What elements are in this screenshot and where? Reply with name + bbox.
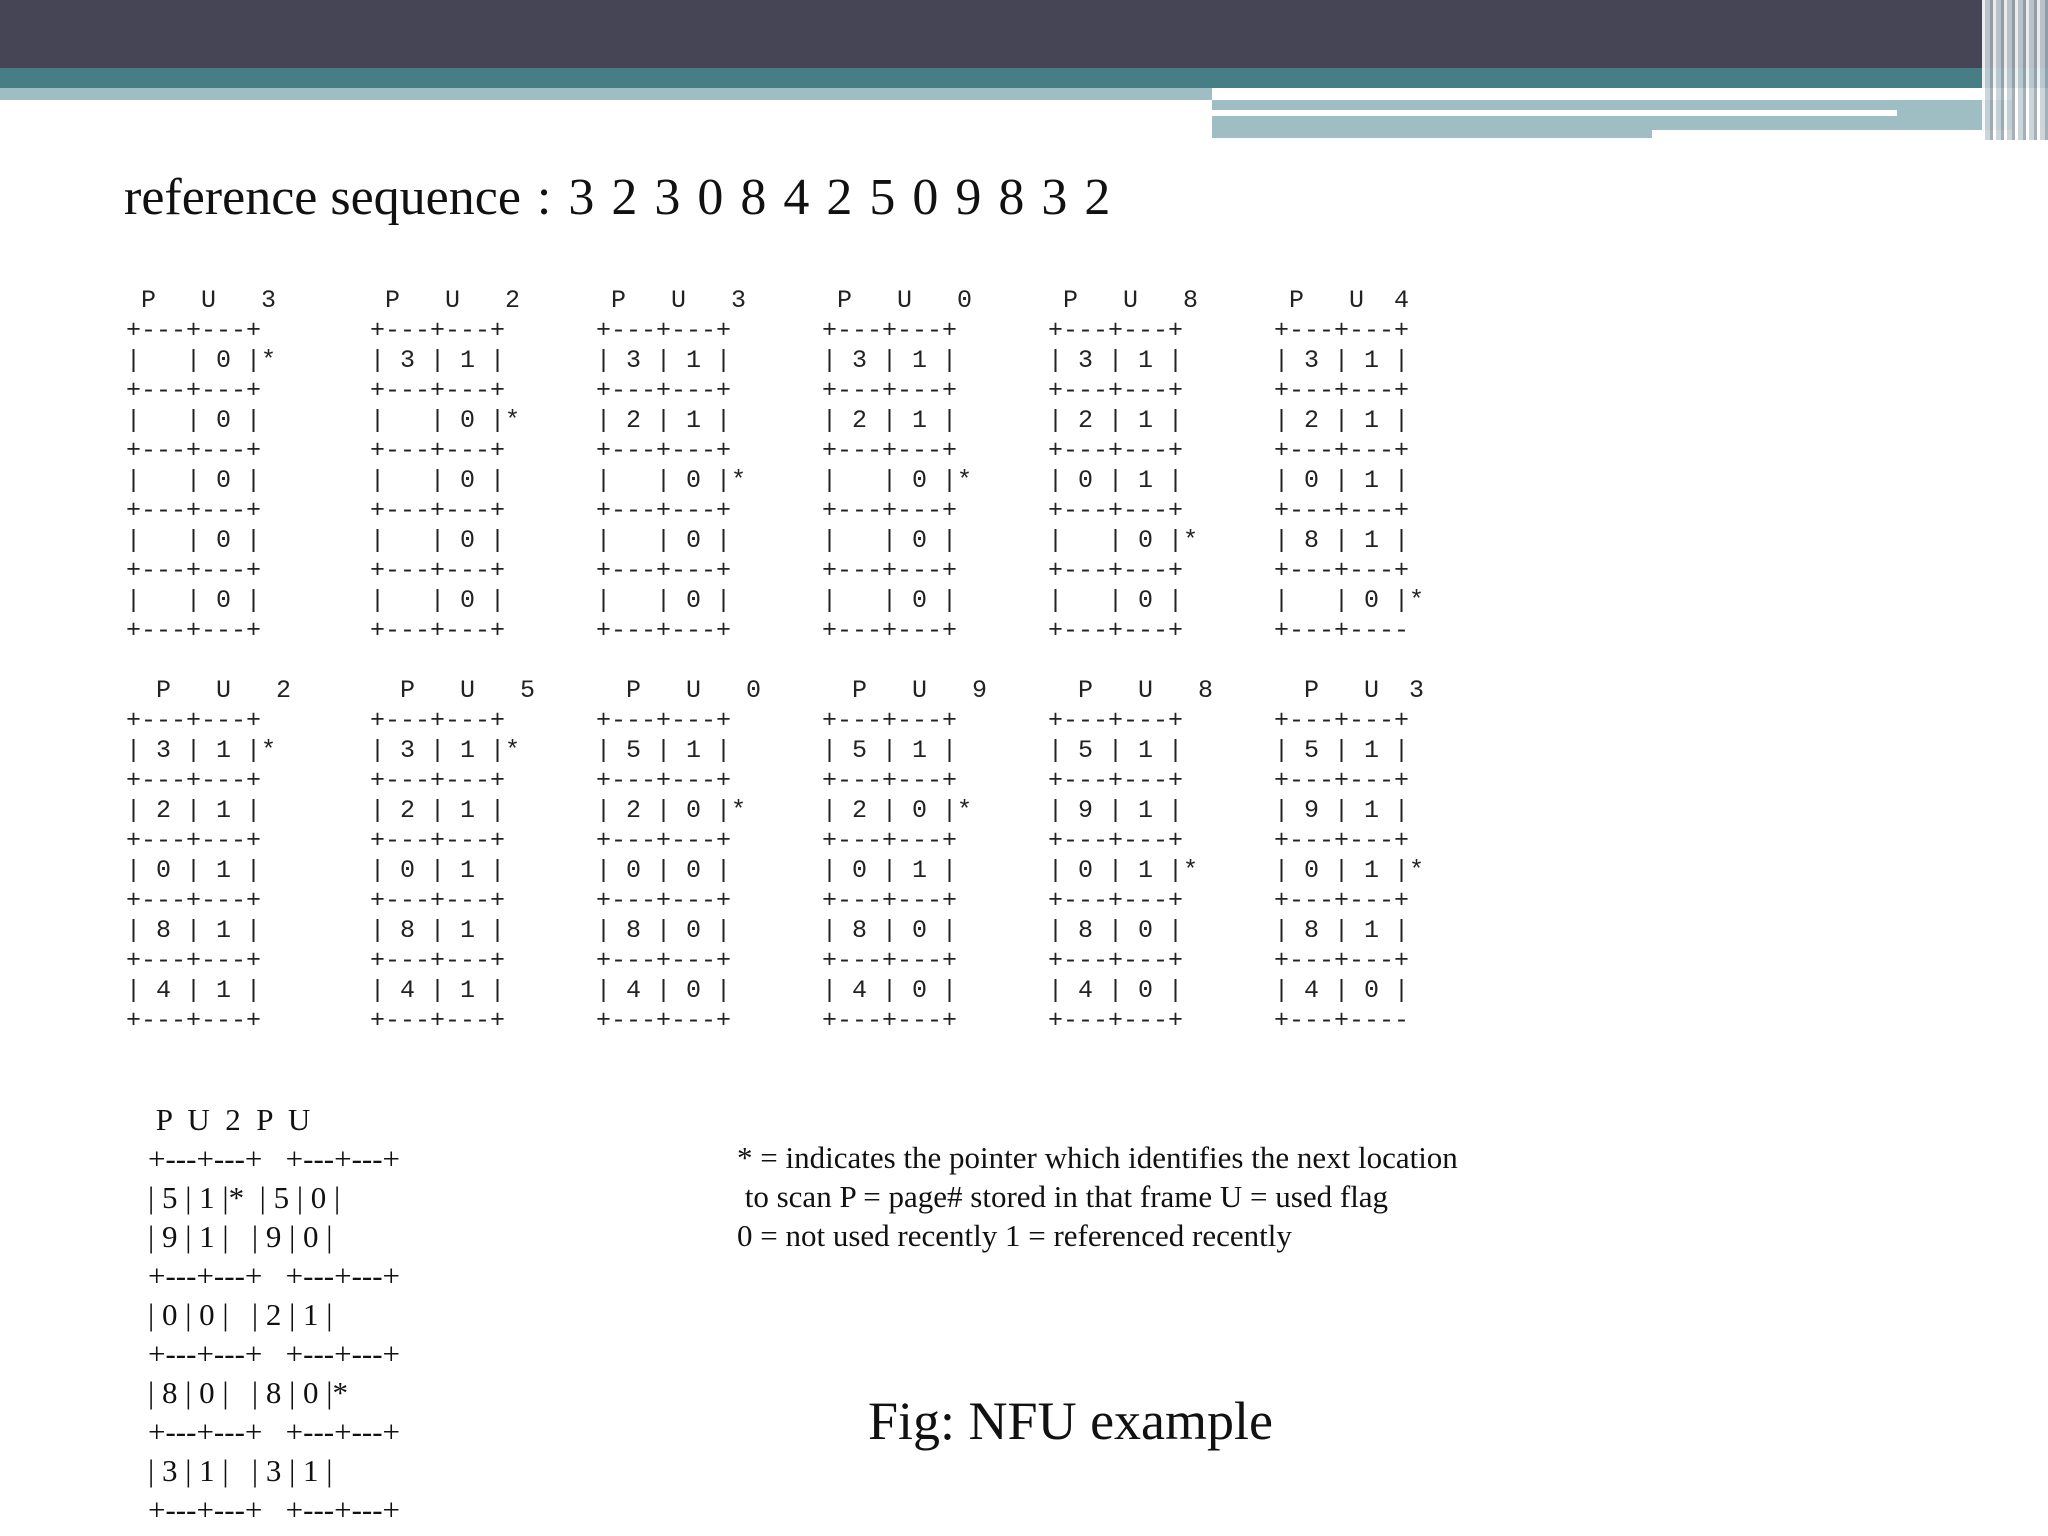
header-band-dark: [0, 0, 2048, 68]
header-stripes: [1982, 0, 2048, 140]
frame-table: P U 0 +---+---+ | 5 | 1 | +---+---+ | 2 | 0 |* +---+---+ | 0 | 0 | +---+---+ | 8 | 0 | +---+---+ | 4 | 0 | +---+---+: [596, 676, 762, 1035]
figure-caption: Fig: NFU example: [868, 1391, 1273, 1451]
frame-table: P U 4 +---+---+ | 3 | 1 | +---+---+ | 2 | 1 | +---+---+ | 0 | 1 | +---+---+ | 8 | 1 | +---+---+ | | 0 |* +---+----: [1274, 286, 1425, 645]
reference-sequence-label: reference sequence: [124, 169, 521, 226]
legend-text: * = indicates the pointer which identifies the next location to scan P = page# stored in that frame U = used flag 0 = not used recently 1 = referenced recently: [737, 1140, 1458, 1253]
reference-sequence: [124, 168, 1112, 227]
frame-table: P U 2 +---+---+ | 3 | 1 | +---+---+ | | 0 |* +---+---+ | | 0 | +---+---+ | | 0 | +---+---+ | | 0 | +---+---+: [370, 286, 521, 645]
frame-table: P U 3 +---+---+ | 3 | 1 | +---+---+ | 2 | 1 | +---+---+ | | 0 |* +---+---+ | | 0 | +---+---+ | | 0 | +---+---+: [596, 286, 747, 645]
bottom-frame-tables: P U 2 P U +---+---+ +---+---+ | 5 | 1 |* | 5 | 0 | | 9 | 1 | | 9 | 0 | +---+---+ +---+---+ | 0 | 0 | | 2 | 1 | +---+---+ +---+---+ | 8 | 0 | | 8 | 0 |* +---+---+ +---+---+ | 3 | 1 | | 3 | 1 | +---+---+ +---+---+: [148, 1102, 401, 1527]
header-band-light: [0, 88, 1212, 100]
frame-table: P U 9 +---+---+ | 5 | 1 | +---+---+ | 2 | 0 |* +---+---+ | 0 | 1 | +---+---+ | 8 | 0 | +---+---+ | 4 | 0 | +---+---+: [822, 676, 988, 1035]
frame-table: P U 3 +---+---+ | 5 | 1 | +---+---+ | 9 | 1 | +---+---+ | 0 | 1 |* +---+---+ | 8 | 1 | +---+---+ | 4 | 0 | +---+----: [1274, 676, 1425, 1035]
frame-table: P U 8 +---+---+ | 3 | 1 | +---+---+ | 2 | 1 | +---+---+ | 0 | 1 | +---+---+ | | 0 |* +---+---+ | | 0 | +---+---+: [1048, 286, 1199, 645]
frame-table: P U 2 +---+---+ | 3 | 1 |* +---+---+ | 2 | 1 | +---+---+ | 0 | 1 | +---+---+ | 8 | 1 | +---+---+ | 4 | 1 | +---+---+: [126, 676, 292, 1035]
frame-table: P U 8 +---+---+ | 5 | 1 | +---+---+ | 9 | 1 | +---+---+ | 0 | 1 |* +---+---+ | 8 | 0 | +---+---+ | 4 | 0 | +---+---+: [1048, 676, 1214, 1035]
header-accent-line: [1212, 110, 1897, 116]
header-accent-line-short: [1652, 130, 2012, 138]
frame-table: P U 5 +---+---+ | 3 | 1 |* +---+---+ | 2 | 1 | +---+---+ | 0 | 1 | +---+---+ | 8 | 1 | +---+---+ | 4 | 1 | +---+---+: [370, 676, 536, 1035]
reference-sequence-values: : 3 2 3 0 8 4 2 5 0 9 8 3 2: [536, 169, 1113, 226]
frame-table: P U 3 +---+---+ | | 0 |* +---+---+ | | 0 | +---+---+ | | 0 | +---+---+ | | 0 | +---+---+ | | 0 | +---+---+: [126, 286, 277, 645]
frame-table: P U 0 +---+---+ | 3 | 1 | +---+---+ | 2 | 1 | +---+---+ | | 0 |* +---+---+ | | 0 | +---+---+ | | 0 | +---+---+: [822, 286, 973, 645]
header-band-teal: [0, 68, 2048, 88]
